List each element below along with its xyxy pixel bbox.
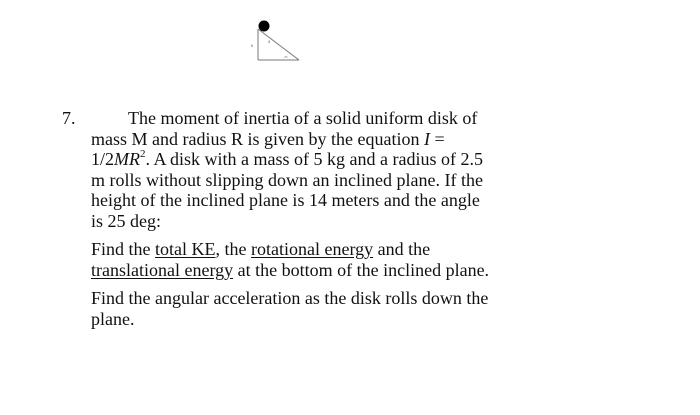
equation-middle: = 1/2	[91, 128, 445, 169]
height-label: h	[251, 43, 253, 48]
problem-statement	[62, 108, 492, 231]
total-ke-term: total KE	[155, 239, 216, 259]
q1-text-b: , the	[215, 239, 252, 259]
statement-text-b: . A disk with a mass of 5 kg and a radius of 2.5 m rolls without slipping down an inclined plane. If the height of the inclined plane is 14 meters and the angle is 25 deg:	[91, 149, 483, 231]
question-angular-acceleration: Find the angular acceleration as the disk rolls down the plane.	[91, 288, 489, 329]
distance-label: d	[268, 39, 270, 44]
problem-7	[62, 108, 492, 329]
incline-edge	[258, 29, 299, 60]
translational-energy-term: translational energy	[91, 259, 234, 280]
q1-text-a: Find the	[91, 239, 156, 259]
question-energies	[62, 239, 492, 280]
q1-text-c: and the	[373, 239, 431, 259]
angle-label: 25	[284, 55, 288, 59]
equation-mr: MR	[114, 149, 141, 169]
rotational-energy-term: rotational energy	[251, 239, 374, 259]
problem-number: 7.	[62, 108, 76, 128]
q1-text-d: at the bottom of the inclined plane.	[233, 259, 490, 280]
statement-text-a: The moment of inertia of a solid uniform disk of mass M and radius R is given by the equation	[91, 108, 478, 149]
inertia-symbol: I	[423, 128, 430, 149]
incline-diagram	[248, 18, 304, 64]
equation-exponent: 2	[140, 148, 146, 160]
disk-icon	[259, 21, 270, 32]
